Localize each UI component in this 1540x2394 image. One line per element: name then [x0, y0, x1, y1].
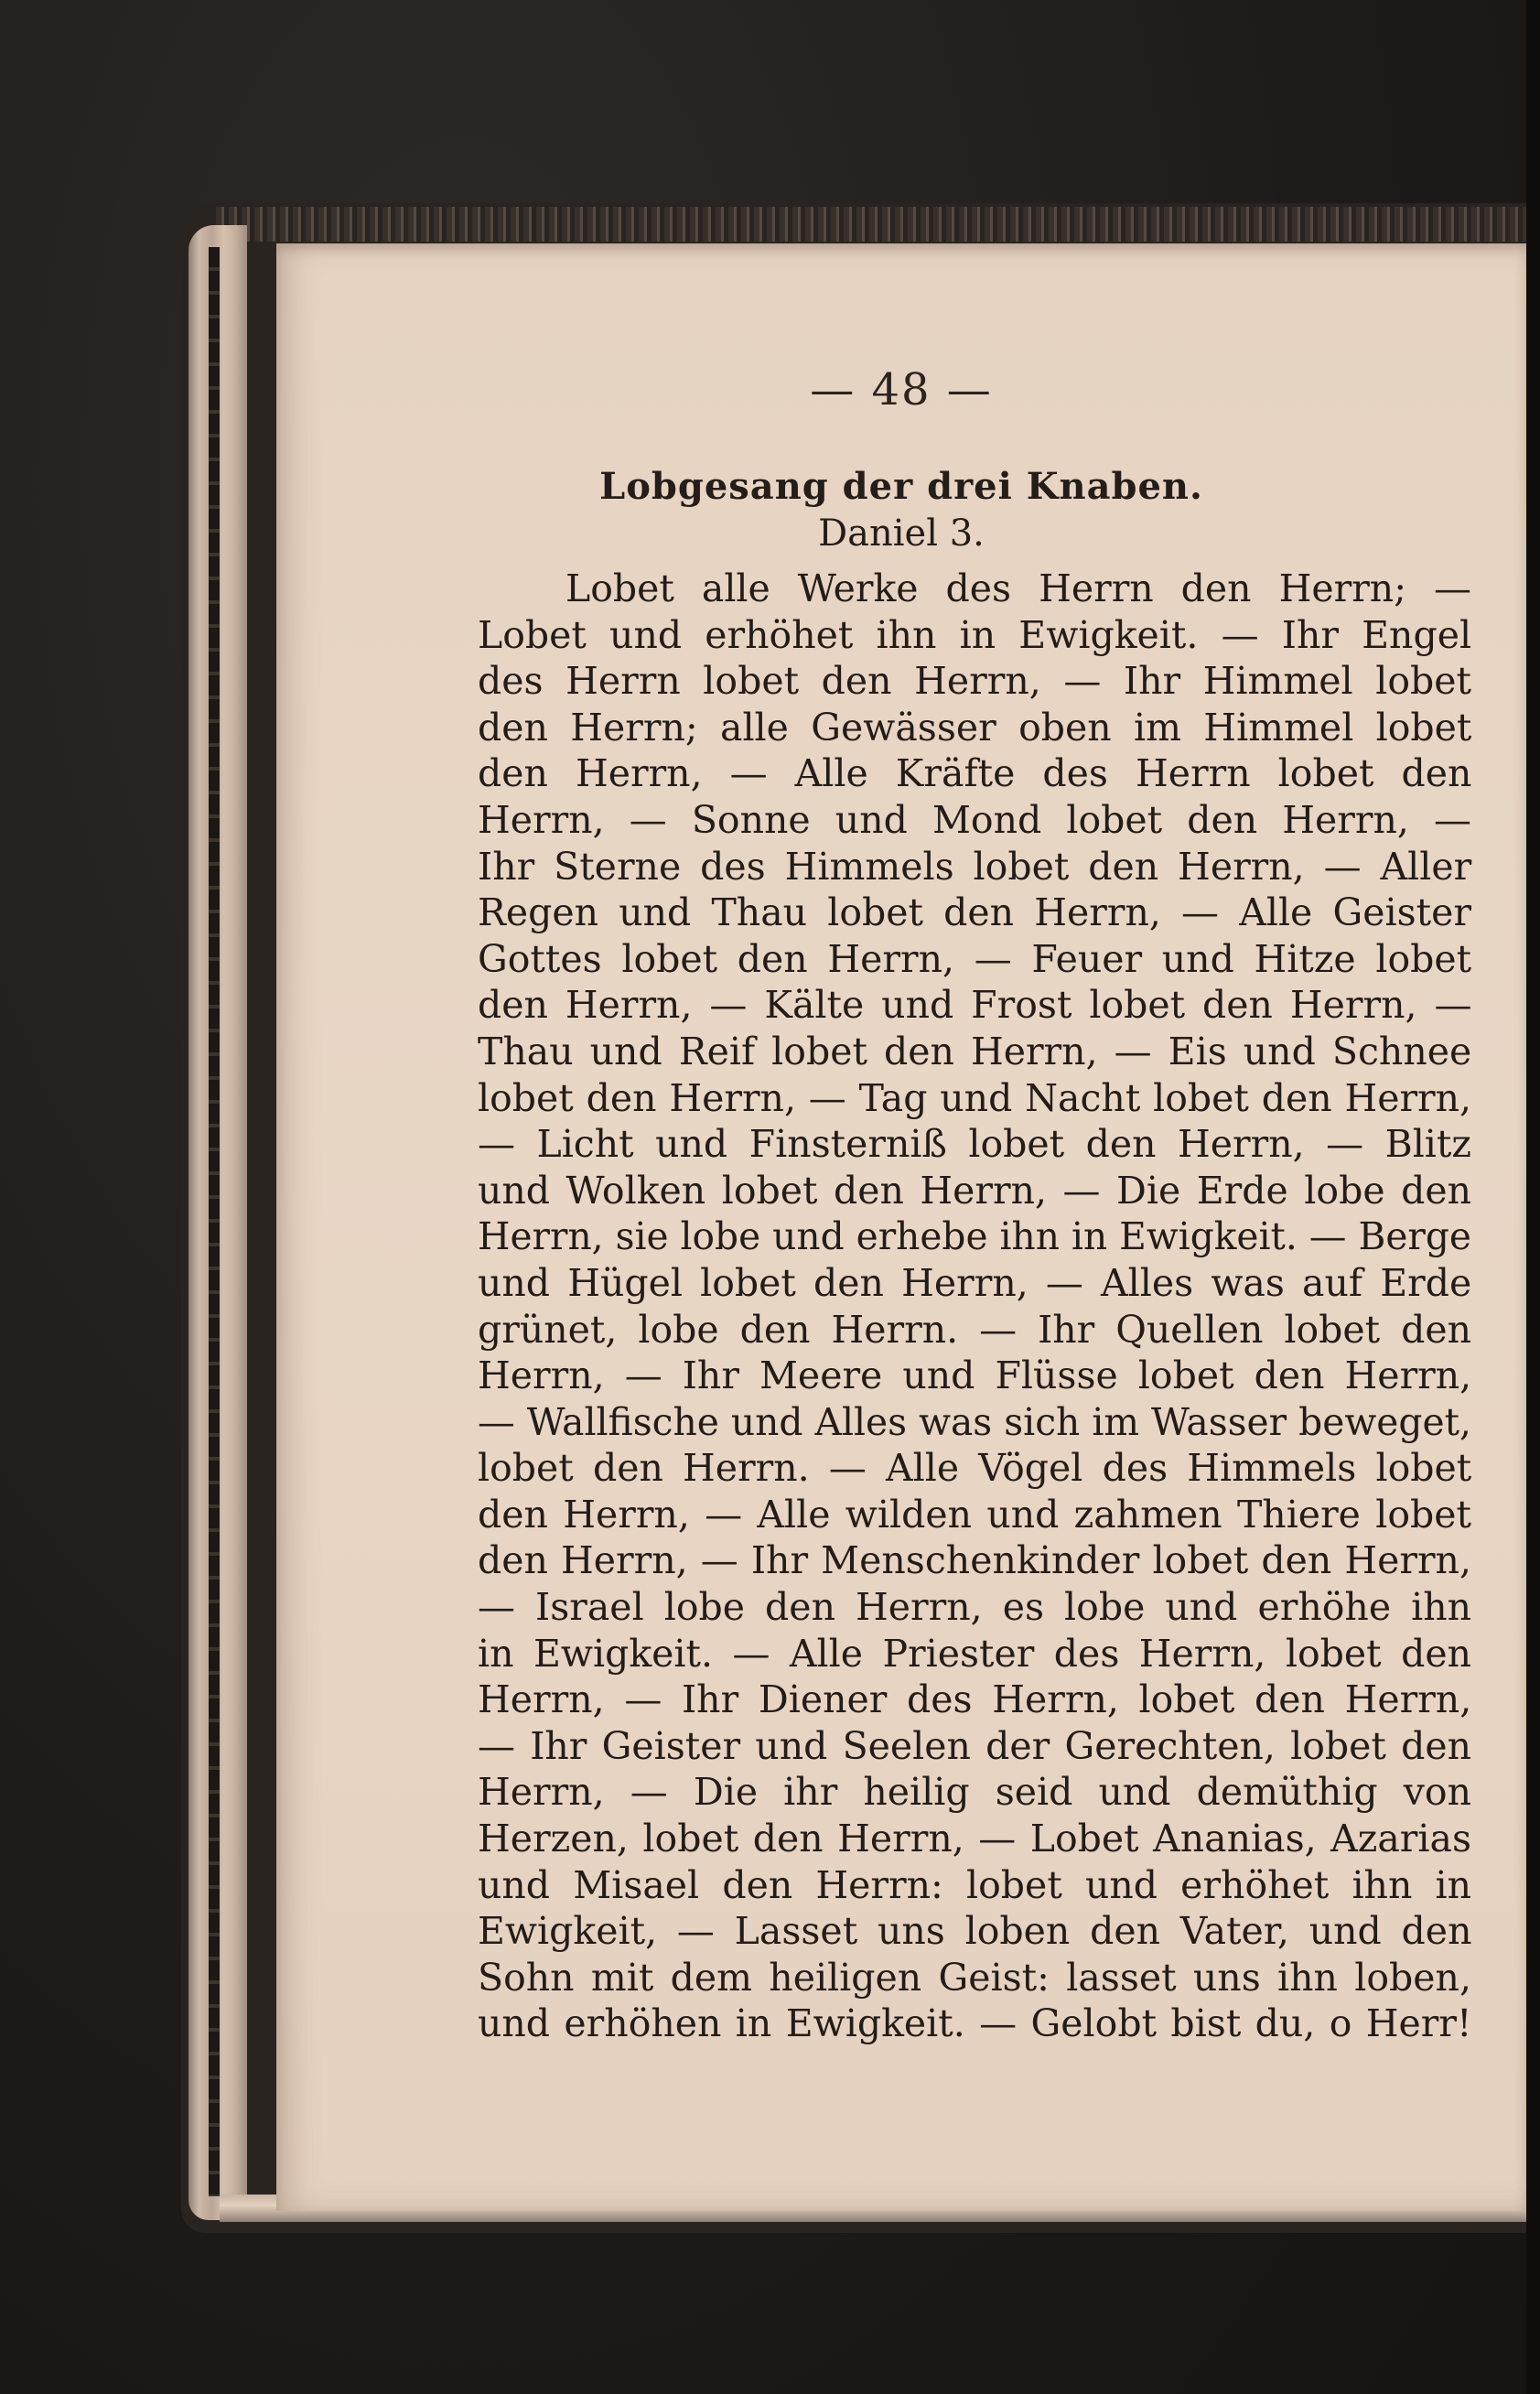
page-title: Lobgesang der drei Knaben.: [599, 465, 1203, 508]
text-line: Herrn, — Sonne und Mond lobet den Herrn, —: [478, 797, 1471, 842]
text-line: Lobet alle Werke des Herrn den Herrn; —: [565, 566, 1471, 610]
text-line: — Israel lobe den Herrn, es lobe und erhöhe ihn: [478, 1585, 1472, 1630]
text-line: den Herrn; alle Gewässer oben im Himmel lobet: [478, 705, 1472, 749]
text-line: den Herrn, — Ihr Menschenkinder lobet den Herrn,: [478, 1538, 1471, 1583]
text-line: Herrn, sie lobe und erhebe ihn in Ewigkeit. — Berge: [478, 1214, 1471, 1259]
cover-edge: [1526, 0, 1540, 2394]
text-line: lobet den Herrn. — Alle Vögel des Himmels lobet: [478, 1446, 1472, 1491]
text-line: Ewigkeit, — Lasset uns loben den Vater, und den: [478, 1909, 1472, 1954]
page-subtitle: Daniel 3.: [818, 512, 985, 555]
text-line: und erhöhen in Ewigkeit. — Gelobt bist du, o Herr!: [478, 2001, 1472, 2046]
body-text: [478, 566, 1471, 2047]
text-line: Herrn, — Die ihr heilig seid und demüthig von: [478, 1770, 1471, 1815]
text-line: des Herrn lobet den Herrn, — Ihr Himmel lobet: [478, 659, 1471, 704]
page-number: — 48 —: [810, 364, 993, 415]
text-line: Herrn, — Ihr Diener des Herrn, lobet den Herrn,: [478, 1677, 1472, 1722]
text-line: Sohn mit dem heiligen Geist: lasset uns ihn loben,: [478, 1955, 1471, 2000]
text-line: und Misael den Herrn: lobet und erhöhet ihn in: [478, 1862, 1472, 1907]
page-stack-top-edge: [216, 207, 1526, 242]
spine-stitching: [209, 247, 220, 2196]
text-line: lobet den Herrn, — Tag und Nacht lobet den Herrn,: [478, 1075, 1472, 1120]
text-line: Lobet und erhöhet ihn in Ewigkeit. — Ihr Engel: [478, 612, 1472, 657]
text-line: Regen und Thau lobet den Herrn, — Alle Geister: [478, 890, 1471, 935]
text-line: Herrn, — Ihr Meere und Flüsse lobet den Herrn,: [478, 1353, 1472, 1398]
text-line: grünet, lobe den Herrn. — Ihr Quellen lobet den: [478, 1307, 1471, 1352]
text-line: — Ihr Geister und Seelen der Gerechten, lobet den: [478, 1723, 1471, 1768]
text-line: — Wallfische und Alles was sich im Wasser beweget,: [478, 1399, 1471, 1444]
text-line: Ihr Sterne des Himmels lobet den Herrn, — Aller: [478, 844, 1472, 889]
text-line: Herzen, lobet den Herrn, — Lobet Ananias, Azarias: [478, 1817, 1471, 1861]
text-line: den Herrn, — Alle wilden und zahmen Thiere lobet: [478, 1492, 1471, 1537]
text-line: — Licht und Finsterniß lobet den Herrn, — Blitz: [478, 1122, 1471, 1167]
text-line: und Wolken lobet den Herrn, — Die Erde lobe den: [478, 1168, 1471, 1213]
text-line: Gottes lobet den Herrn, — Feuer und Hitze lobet: [478, 936, 1472, 981]
text-line: und Hügel lobet den Herrn, — Alles was auf Erde: [478, 1260, 1472, 1305]
text-line: den Herrn, — Kälte und Frost lobet den Herrn, —: [478, 983, 1472, 1028]
text-line: in Ewigkeit. — Alle Priester des Herrn, lobet den: [478, 1631, 1471, 1676]
text-line: Thau und Reif lobet den Herrn, — Eis und Schnee: [478, 1029, 1472, 1073]
text-line: den Herrn, — Alle Kräfte des Herrn lobet den: [478, 751, 1472, 796]
